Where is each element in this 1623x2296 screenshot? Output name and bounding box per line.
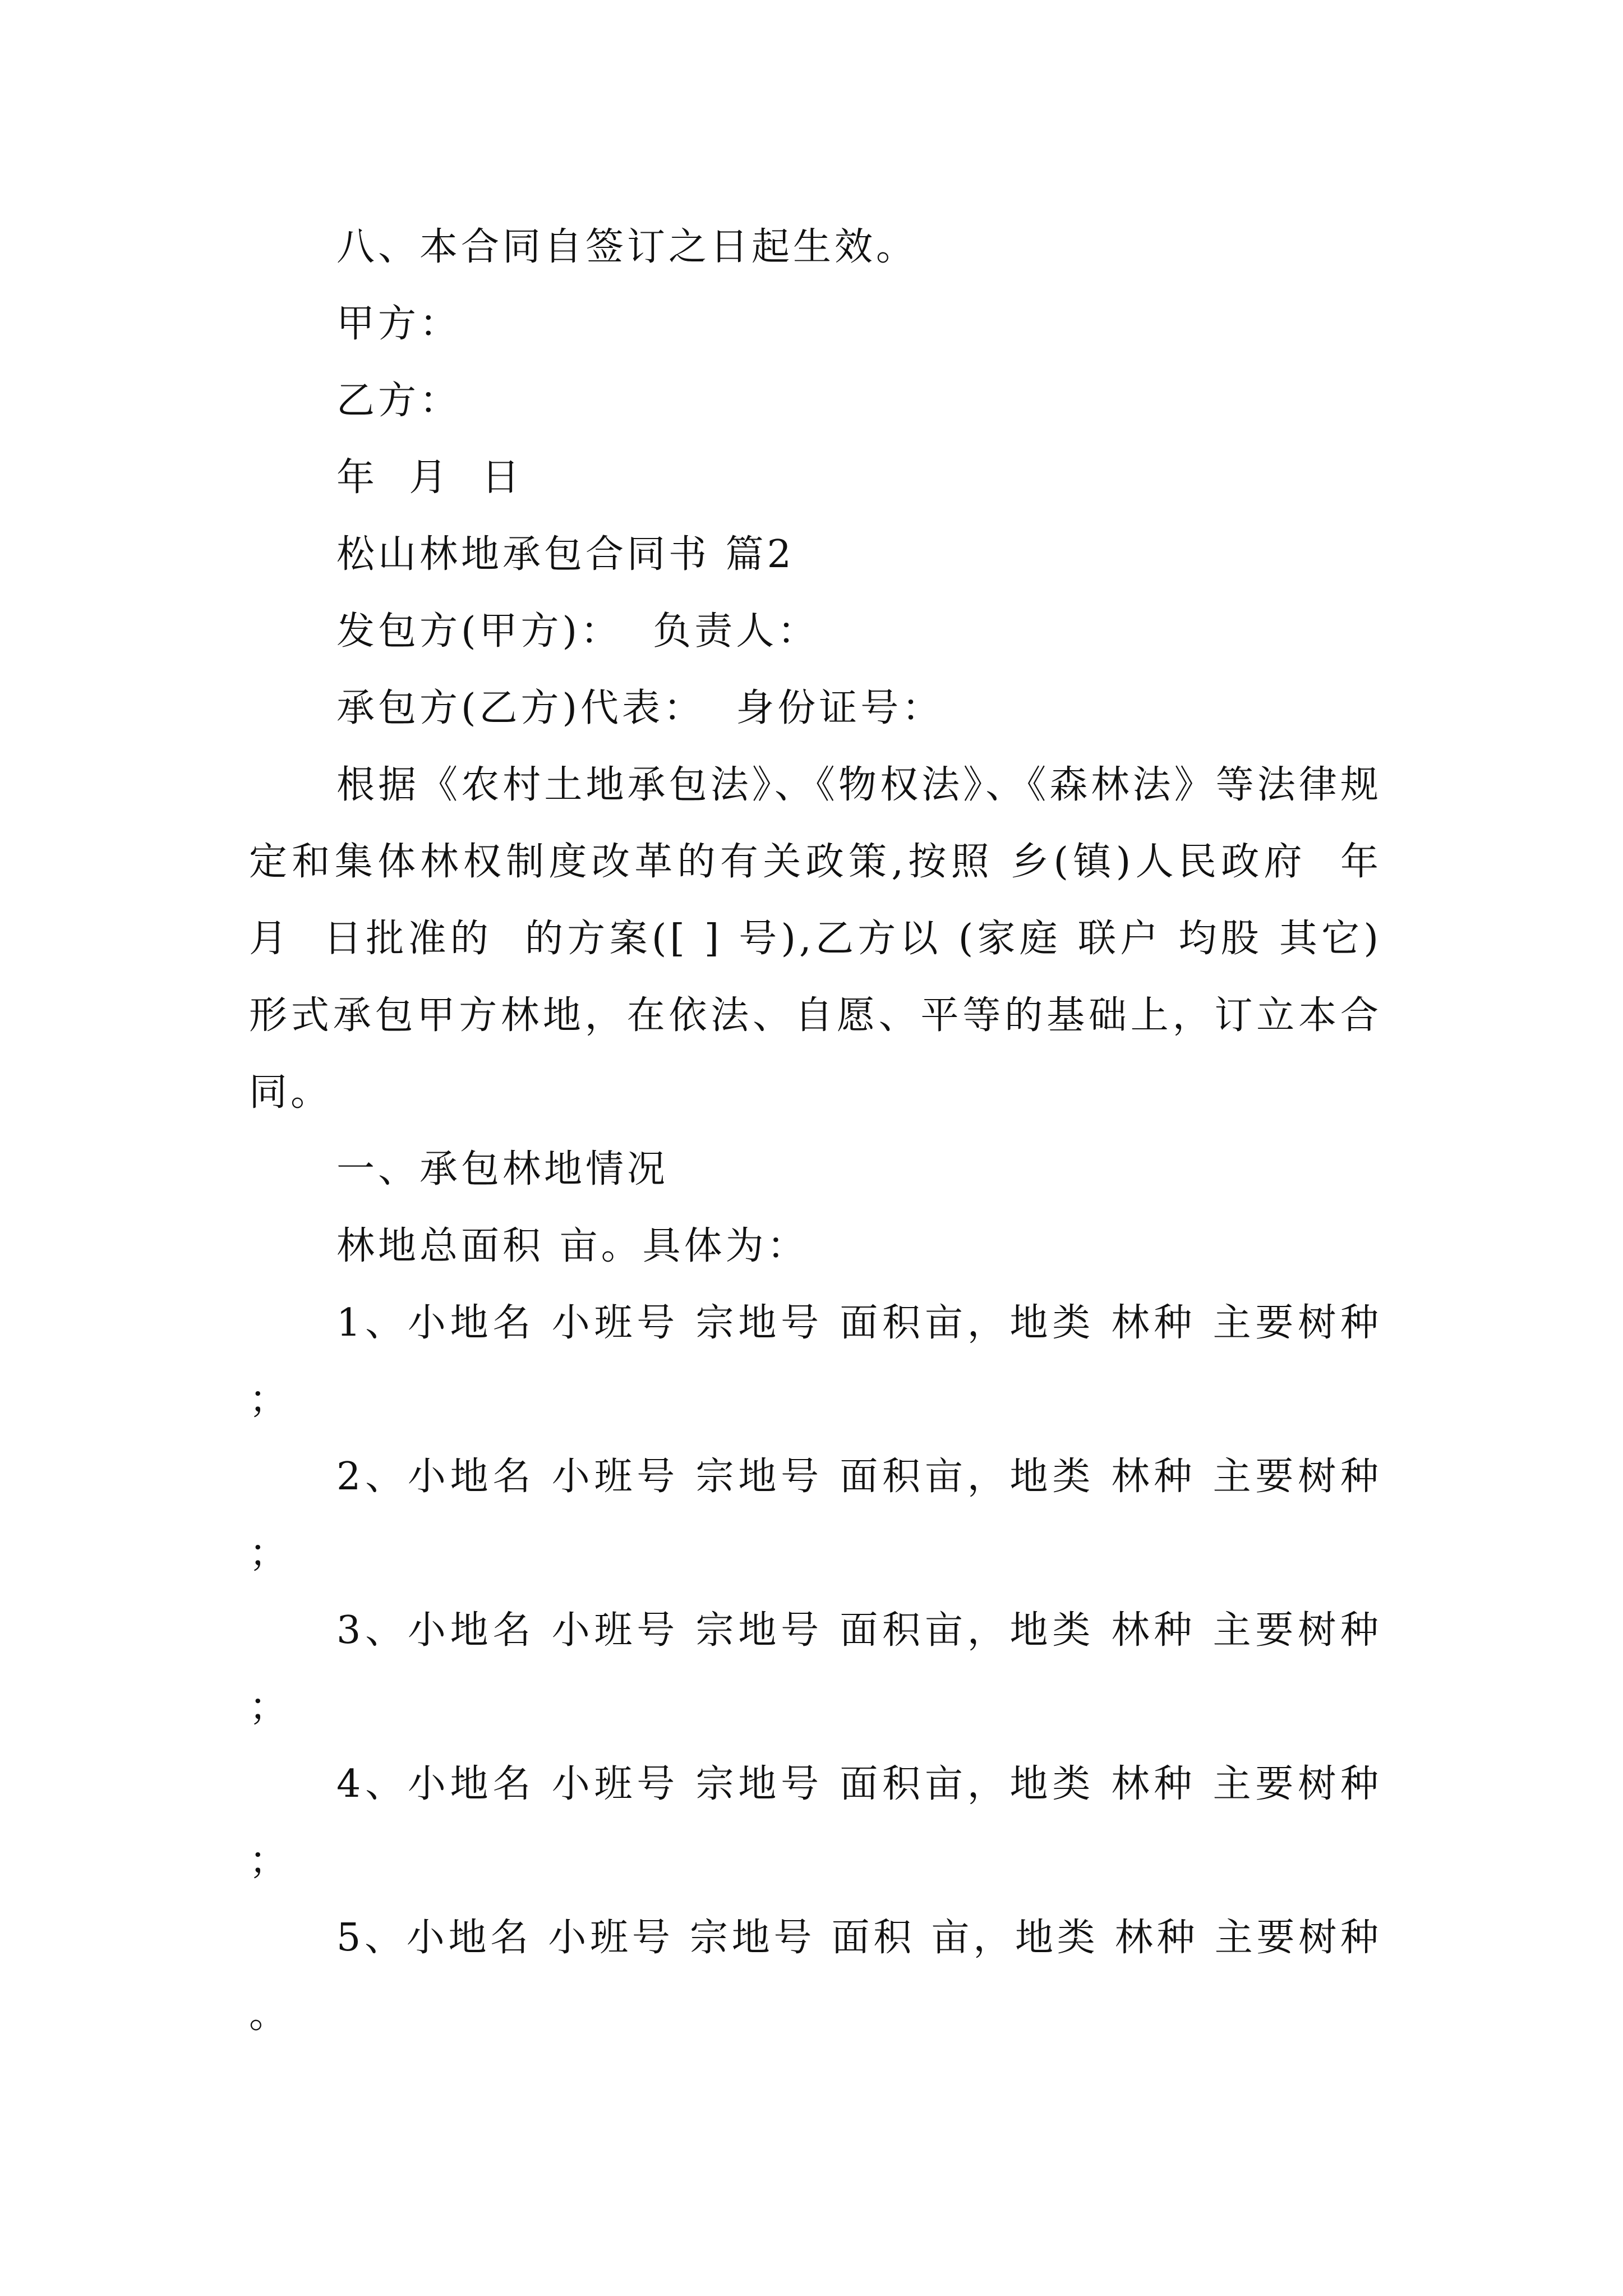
date-line: 年 月 日 [336,455,523,500]
land-item-5: 5、小地名 小班号 宗地号 面积 亩，地类 林种 主要树种 。 [249,1916,1398,2037]
contract-title: 松山林地承包合同书 篇2 [336,532,795,577]
land-item-3: 3、小地名 小班号 宗地号 面积亩，地类 林种 主要树种 ； [249,1608,1398,1729]
land-item-2: 2、小地名 小班号 宗地号 面积亩，地类 林种 主要树种 ； [249,1455,1398,1576]
preamble-paragraph: 根据《农村土地承包法》、《物权法》、《森林法》等法律规定和集体林权制度改革的有关政策,按照 乡(镇)人民政府 年 月 日批准的 的方案([ ] 号),乙方以 (家庭 联户 均股 其它)形式承包甲方林地，在依法、自愿、平等的基础上，订立本合同。 [249,763,1413,1115]
section-heading-land-info: 一、承包林地情况 [336,1147,669,1191]
document-body [249,209,1413,2053]
land-item-1: 1、小地名 小班号 宗地号 面积亩，地类 林种 主要树种 ； [249,1301,1398,1422]
contractor-party-line: 发包方(甲方)： 负责人： [336,609,819,654]
party-a-signature-line: 甲方： [336,302,462,346]
land-item-4: 4、小地名 小班号 宗地号 面积亩，地类 林种 主要树种 ； [249,1762,1398,1883]
total-area-line: 林地总面积 亩。具体为： [336,1224,809,1268]
party-b-signature-line: 乙方： [336,379,462,423]
clause-effective-date: 八、本合同自签订之日起生效。 [336,225,918,269]
contractee-party-line: 承包方(乙方)代表： 身份证号： [336,686,944,730]
